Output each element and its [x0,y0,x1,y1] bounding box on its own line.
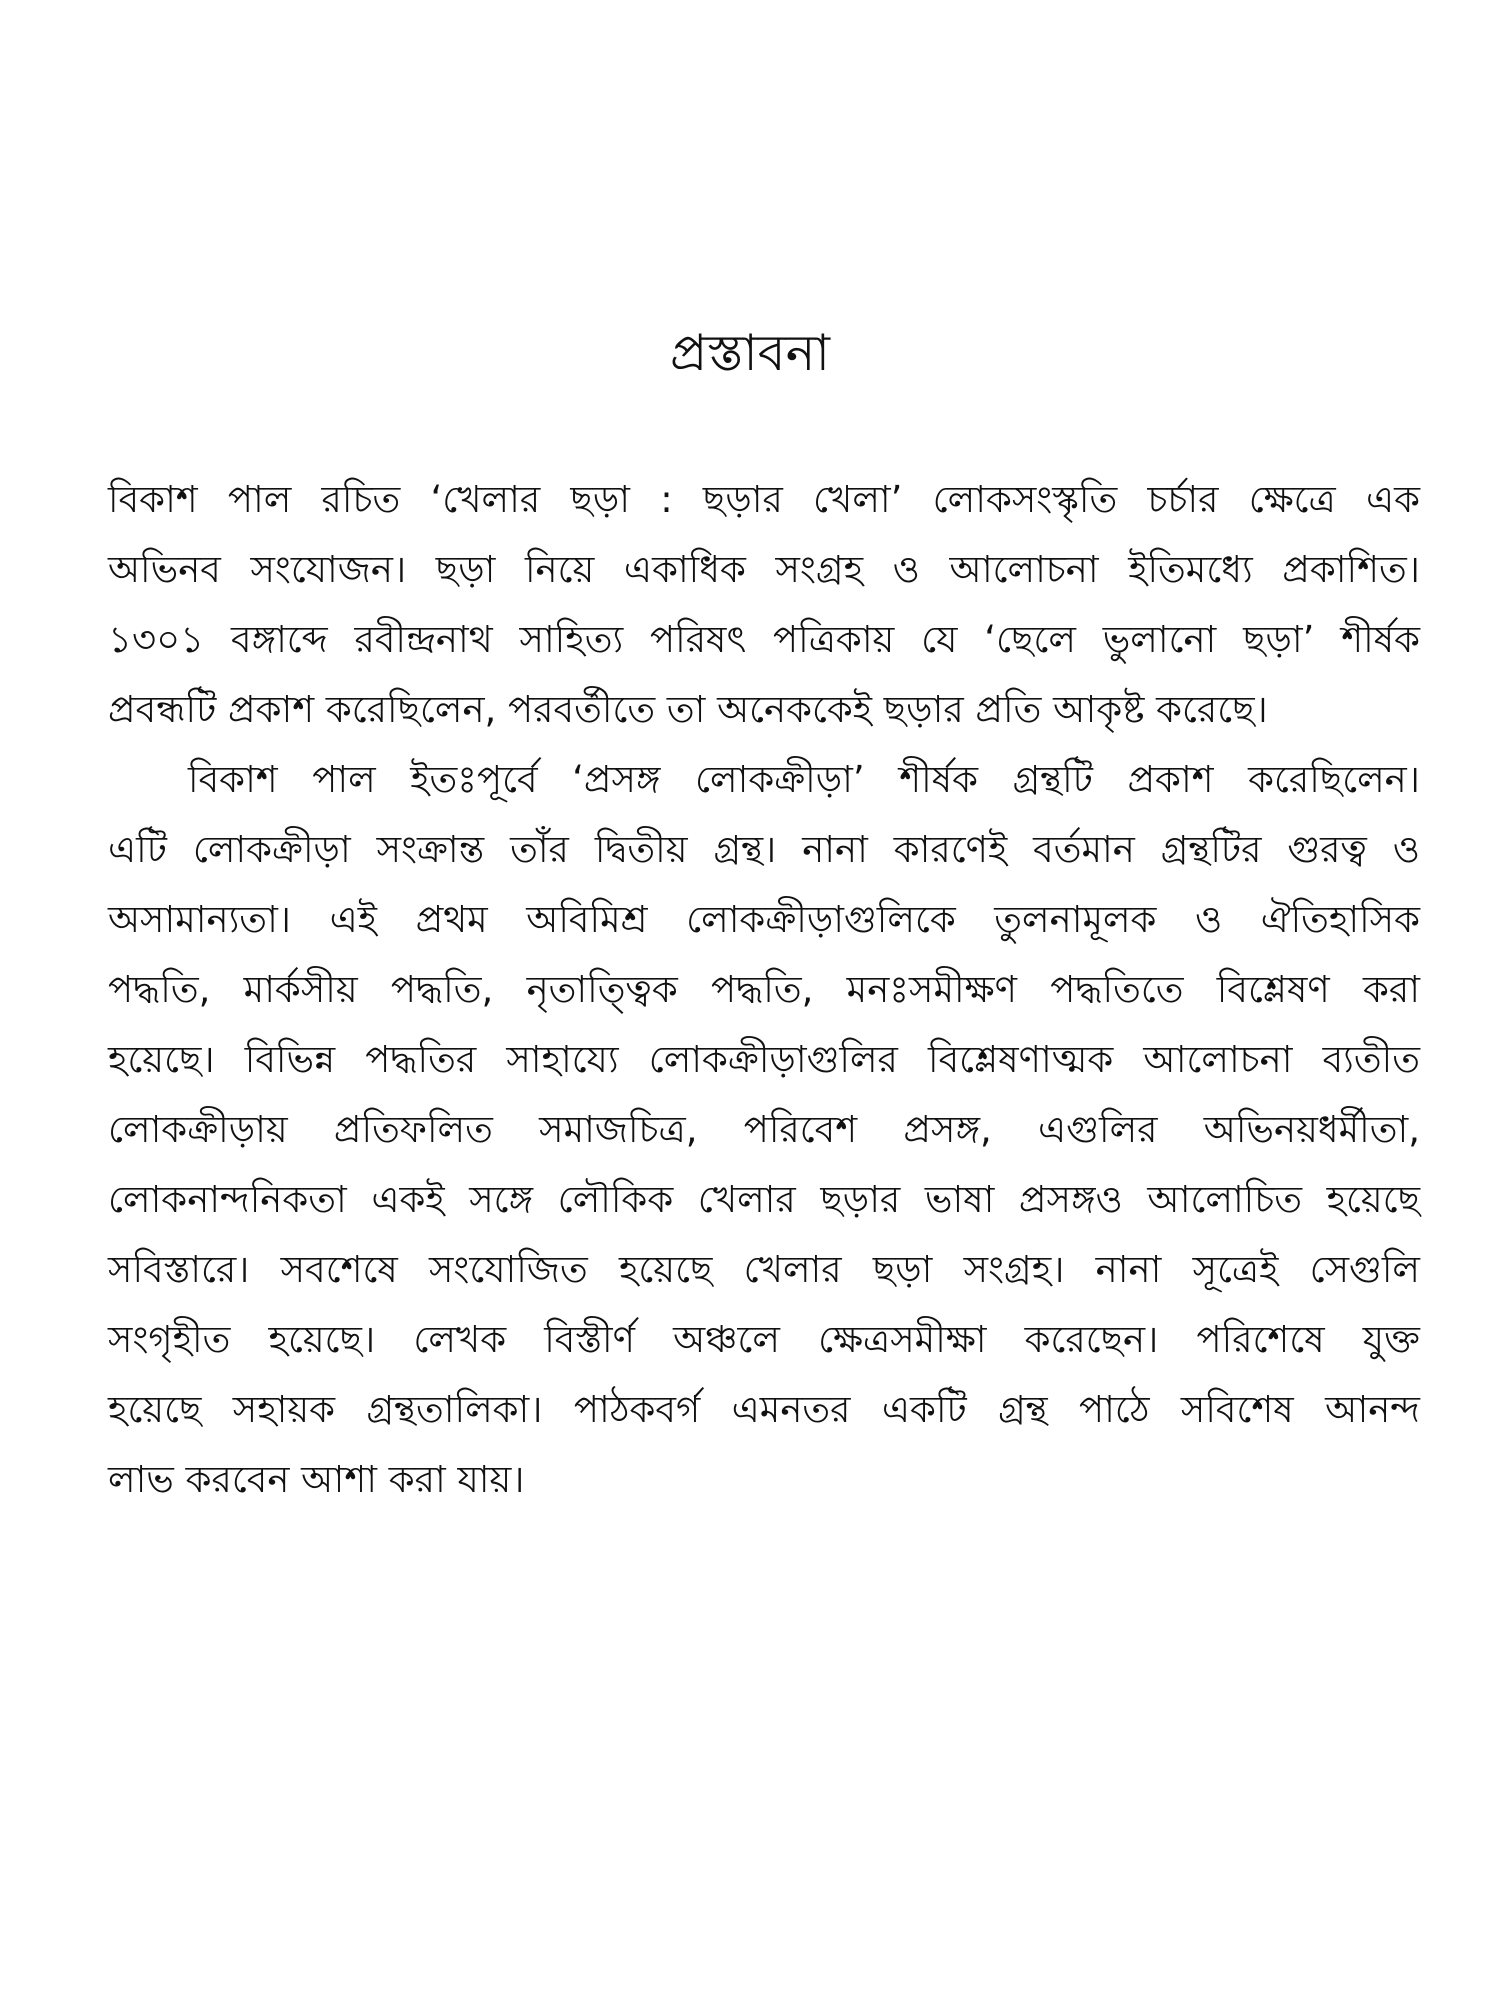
text-line: লাভ করবেন আশা করা যায়। [108,1458,525,1501]
text-line: এটি লোকক্রীড়া সংক্রান্ত তাঁর দ্বিতীয় গ্রন্থ। নানা কারণেই বর্তমান গ্রন্থটির গুরত্ব ও [108,828,1420,871]
page-title: প্রস্তাবনা [670,324,830,382]
text-line: ১৩০১ বঙ্গাব্দে রবীন্দ্রনাথ সাহিত্য পরিষৎ পত্রিকায় যে ‘ছেলে ভুলানো ছড়া’ শীর্ষক [108,618,1420,661]
text-line: হয়েছে সহায়ক গ্রন্থতালিকা। পাঠকবর্গ এমনতর একটি গ্রন্থ পাঠে সবিশেষ আনন্দ [108,1388,1420,1431]
text-line: লোকনান্দনিকতা একই সঙ্গে লৌকিক খেলার ছড়ার ভাষা প্রসঙ্গও আলোচিত হয়েছে [108,1178,1420,1221]
text-line: বিকাশ পাল ইতঃপূর্বে ‘প্রসঙ্গ লোকক্রীড়া’ শীর্ষক গ্রন্থটি প্রকাশ করেছিলেন। [188,758,1420,801]
text-line: পদ্ধতি, মার্কসীয় পদ্ধতি, নৃতাত্ত্বিক পদ্ধতি, মনঃসমীক্ষণ পদ্ধতিতে বিশ্লেষণ করা [108,968,1420,1011]
text-line: লোকক্রীড়ায় প্রতিফলিত সমাজচিত্র, পরিবেশ প্রসঙ্গ, এগুলির অভিনয়ধর্মীতা, [108,1108,1420,1151]
text-line: অভিনব সংযোজন। ছড়া নিয়ে একাধিক সংগ্রহ ও আলোচনা ইতিমধ্যে প্রকাশিত। [108,548,1420,591]
preface-body [108,465,1420,1515]
text-line: প্রবন্ধটি প্রকাশ করেছিলেন, পরবর্তীতে তা অনেককেই ছড়ার প্রতি আকৃষ্ট করেছে। [108,688,1268,731]
text-line: অসামান্যতা। এই প্রথম অবিমিশ্র লোকক্রীড়াগুলিকে তুলনামূলক ও ঐতিহাসিক [108,898,1420,941]
text-line: বিকাশ পাল রচিত ‘খেলার ছড়া : ছড়ার খেলা’ লোকসংস্কৃতি চর্চার ক্ষেত্রে এক [108,478,1420,521]
text-line: সংগৃহীত হয়েছে। লেখক বিস্তীর্ণ অঞ্চলে ক্ষেত্রসমীক্ষা করেছেন। পরিশেষে যুক্ত [108,1318,1420,1361]
text-line: হয়েছে। বিভিন্ন পদ্ধতির সাহায্যে লোকক্রীড়াগুলির বিশ্লেষণাত্মক আলোচনা ব্যতীত [108,1038,1420,1081]
text-line: সবিস্তারে। সবশেষে সংযোজিত হয়েছে খেলার ছড়া সংগ্রহ। নানা সূত্রেই সেগুলি [108,1248,1420,1291]
